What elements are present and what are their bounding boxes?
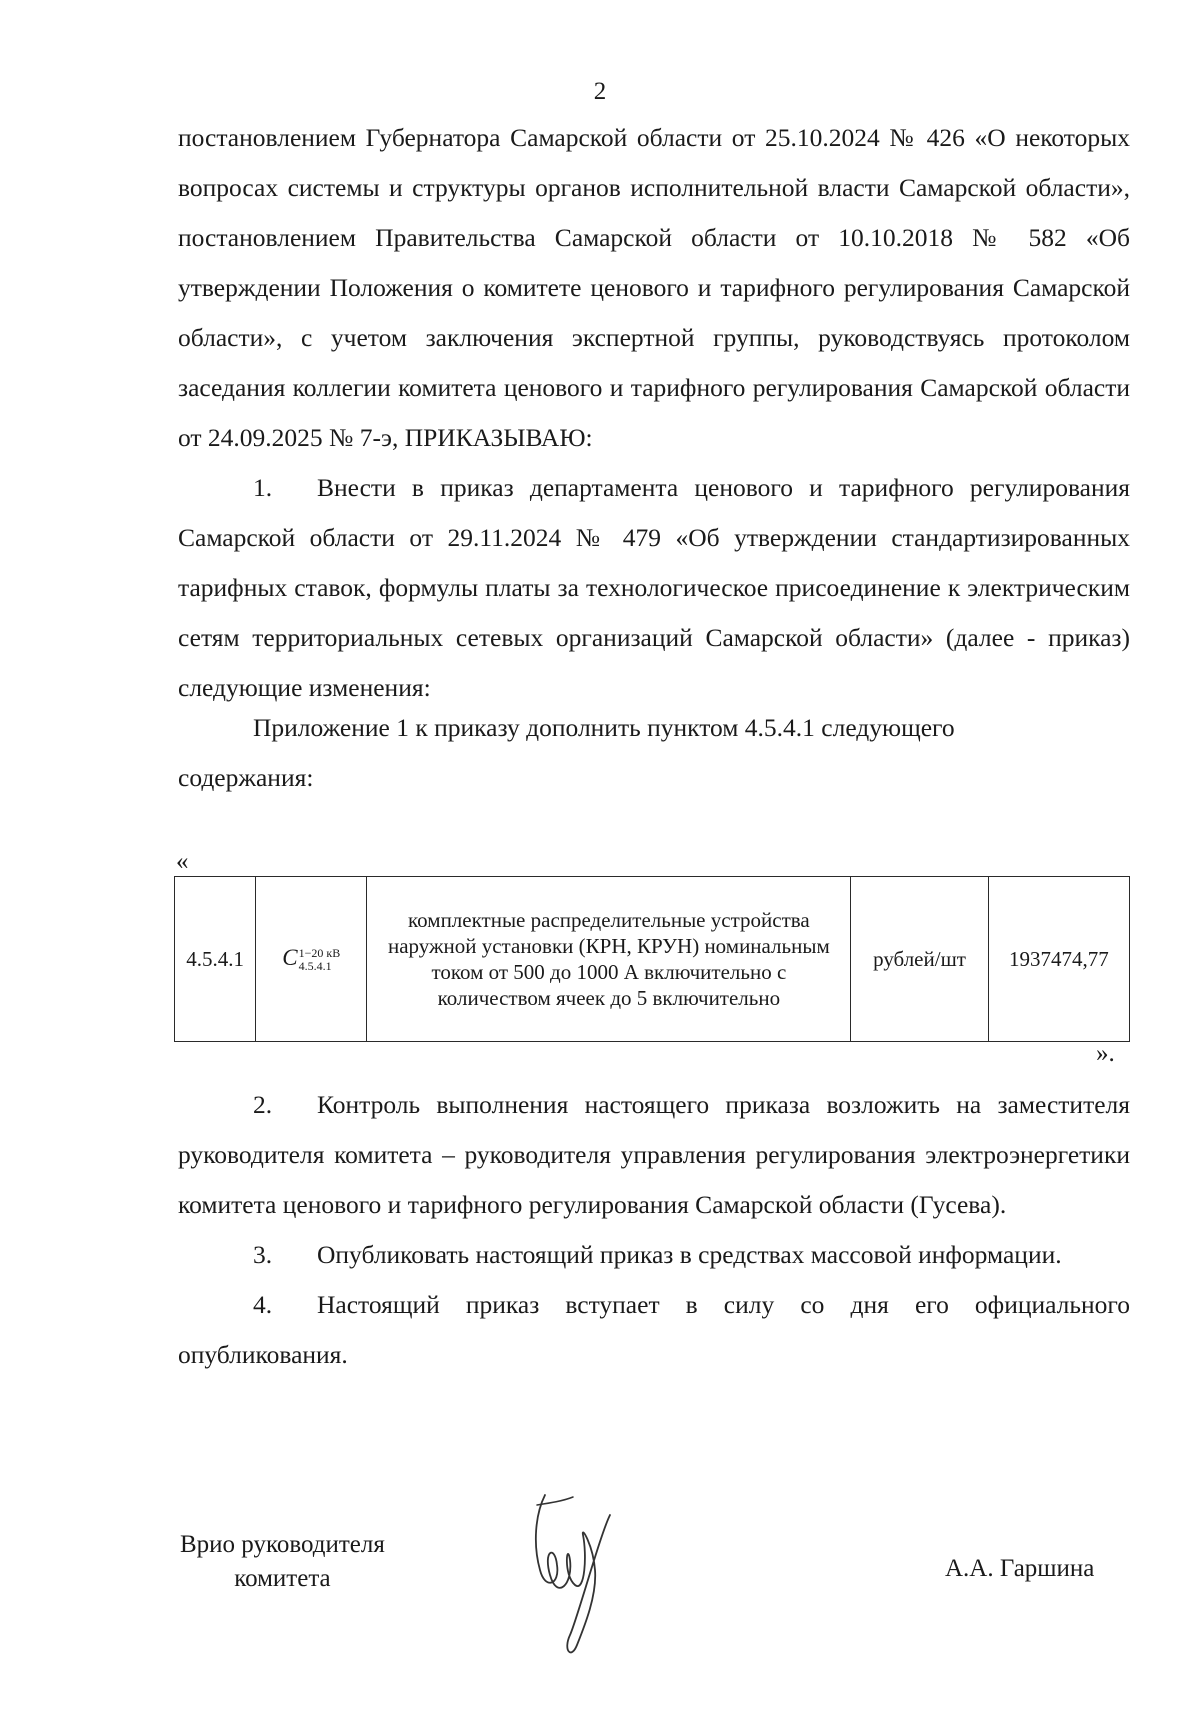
cell-value: 1937474,77 xyxy=(988,877,1129,1042)
symbol-base: C xyxy=(282,944,298,970)
item-1-text: Внести в приказ департамента ценового и тарифного регулирования Самарской области от 29.11.2024 № 479 «Об утверждении стандартизированных тарифных ставок, формулы платы за технологическое присоединение к электрическим сетям территориальных сетевых организаций Самарской области» (далее - приказ) следующие изменения: xyxy=(178,473,1130,702)
item-2 xyxy=(178,1080,1130,1230)
item-3-number: 3. xyxy=(253,1240,273,1269)
item-1 xyxy=(178,463,1130,713)
intro-text: постановлением Губернатора Самарской области от 25.10.2024 № 426 «О некоторых вопросах системы и структуры органов исполнительной власти Самарской области», постановлением Правительства Самарской области от 10.10.2018 № 582 «Об утверждении Положения о комитете ценового и тарифного регулирования Самарской области», с учетом заключения экспертной группы, руководствуясь протоколом заседания коллегии комитета ценового и тарифного регулирования Самарской области от 24.09.2025 № 7-э, ПРИКАЗЫВАЮ: xyxy=(178,123,1130,452)
quote-open: « xyxy=(176,848,189,875)
quote-close: ». xyxy=(1096,1040,1115,1067)
handwritten-signature xyxy=(515,1475,625,1665)
signatory-position xyxy=(180,1528,385,1596)
cell-code: 4.5.4.1 xyxy=(175,877,256,1042)
signatory-name: А.А. Гаршина xyxy=(945,1555,1095,1582)
appendix-line: Приложение 1 к приказу дополнить пунктом 4.5.4.1 следующего содержания: xyxy=(178,713,955,792)
page-number: 2 xyxy=(593,78,607,105)
symbol-sup: 1−20 кВ xyxy=(298,946,341,961)
item-2-number: 2. xyxy=(253,1090,273,1119)
cell-symbol xyxy=(256,877,367,1042)
item-3-text: Опубликовать настоящий приказ в средствах массовой информации. xyxy=(317,1240,1062,1269)
item-4-number: 4. xyxy=(253,1290,273,1319)
signatory-position-line2: комитета xyxy=(234,1565,331,1592)
items-block xyxy=(178,1080,1130,1380)
intro-paragraph xyxy=(178,113,1130,713)
item-2-text: Контроль выполнения настоящего приказа возложить на заместителя руководителя комитета – руководителя управления регулирования электроэнергетики комитета ценового и тарифного регулирования Самарской области (Гусева). xyxy=(178,1090,1130,1219)
symbol-indices xyxy=(299,947,341,973)
item-4-text: Настоящий приказ вступает в силу со дня его официального опубликования. xyxy=(178,1290,1130,1369)
cell-description: комплектные распределительные устройства наружной установки (КРН, КРУН) номинальным током от 500 до 1000 А включительно с количеством ячеек до 5 включительно xyxy=(367,877,851,1042)
insert-table xyxy=(174,876,1130,1042)
symbol-sub: 4.5.4.1 xyxy=(298,959,332,974)
cell-unit: рублей/шт xyxy=(851,877,988,1042)
item-1-number: 1. xyxy=(253,473,273,502)
item-3 xyxy=(178,1230,1130,1280)
table-row xyxy=(175,877,1130,1042)
signatory-position-line1: Врио руководителя xyxy=(180,1531,385,1558)
item-4 xyxy=(178,1280,1130,1380)
appendix-paragraph xyxy=(178,703,1130,803)
